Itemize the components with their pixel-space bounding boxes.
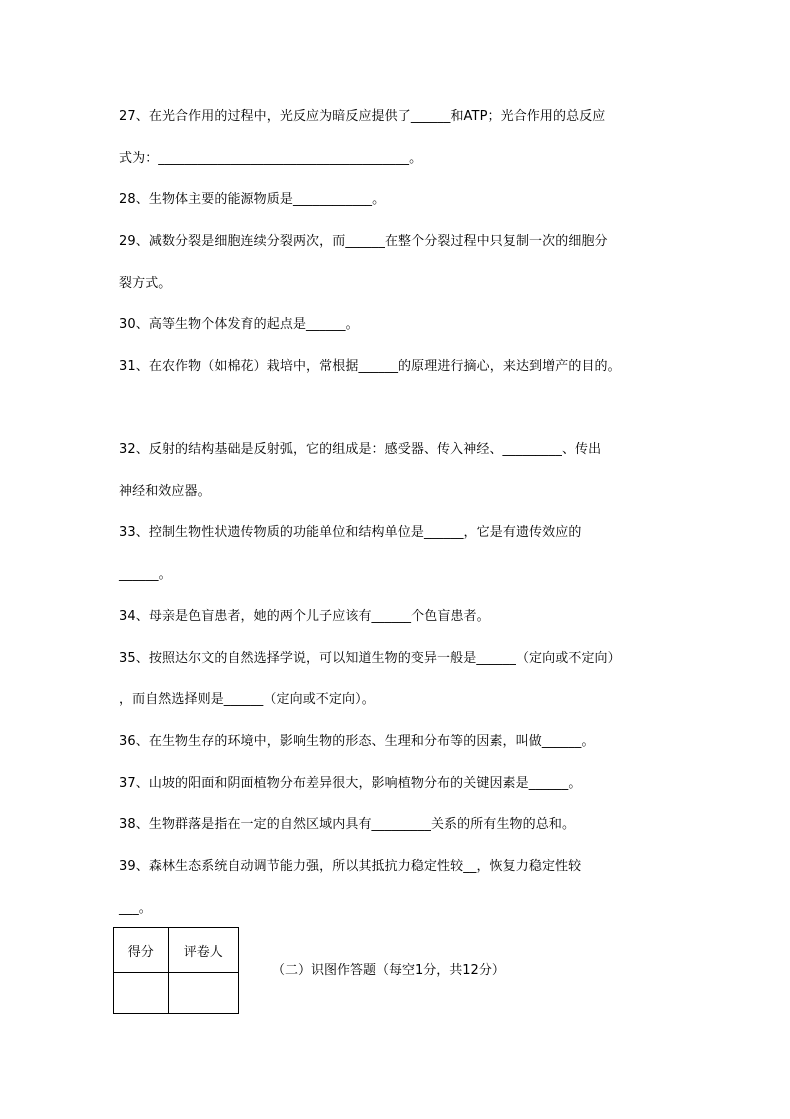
question-line-36: 36、在生物生存的环境中，影响生物的形态、生理和分布等的因素，叫做______。 <box>119 734 595 749</box>
grader-label: 评卷人 <box>168 928 238 973</box>
question-line-37: 37、山坡的阳面和阴面植物分布差异很大，影响植物分布的关键因素是______。 <box>119 776 582 791</box>
question-line-32b: 神经和效应器。 <box>119 484 211 499</box>
grader-cell[interactable] <box>168 973 238 1014</box>
question-line-39a: 39、森林生态系统自动调节能力强，所以其抵抗力稳定性较__，恢复力稳定性较 <box>119 859 582 874</box>
question-line-29b: 裂方式。 <box>119 276 172 291</box>
question-line-31: 31、在农作物（如棉花）栽培中，常根据______的原理进行摘心，来达到增产的目的。 <box>119 359 621 374</box>
question-line-39b: ___。 <box>119 901 152 916</box>
question-line-33b: ______。 <box>119 567 172 582</box>
question-line-35a: 35、按照达尔文的自然选择学说，可以知道生物的变异一般是______（定向或不定向） <box>119 651 621 666</box>
question-line-28: 28、生物体主要的能源物质是____________。 <box>119 192 386 207</box>
score-table <box>113 927 239 1014</box>
question-line-27a: 27、在光合作用的过程中，光反应为暗反应提供了______和ATP；光合作用的总反应 <box>119 109 606 124</box>
question-line-29a: 29、减数分裂是细胞连续分裂两次，而______在整个分裂过程中只复制一次的细胞分 <box>119 234 608 249</box>
question-line-30: 30、高等生物个体发育的起点是______。 <box>119 317 359 332</box>
question-line-35b: ，而自然选择则是______（定向或不定向）。 <box>119 692 375 707</box>
score-label: 得分 <box>114 928 169 973</box>
question-line-38: 38、生物群落是指在一定的自然区域内具有_________关系的所有生物的总和。 <box>119 817 576 832</box>
section-title: （二）识图作答题（每空1分，共12分） <box>272 963 505 978</box>
question-line-33a: 33、控制生物性状遗传物质的功能单位和结构单位是______，它是有遗传效应的 <box>119 525 582 540</box>
question-line-27b: 式为：______________________________________。 <box>119 151 423 166</box>
question-line-34: 34、母亲是色盲患者，她的两个儿子应该有______个色盲患者。 <box>119 609 490 624</box>
question-line-32a: 32、反射的结构基础是反射弧，它的组成是：感受器、传入神经、_________、传出 <box>119 442 602 457</box>
score-cell[interactable] <box>114 973 169 1014</box>
